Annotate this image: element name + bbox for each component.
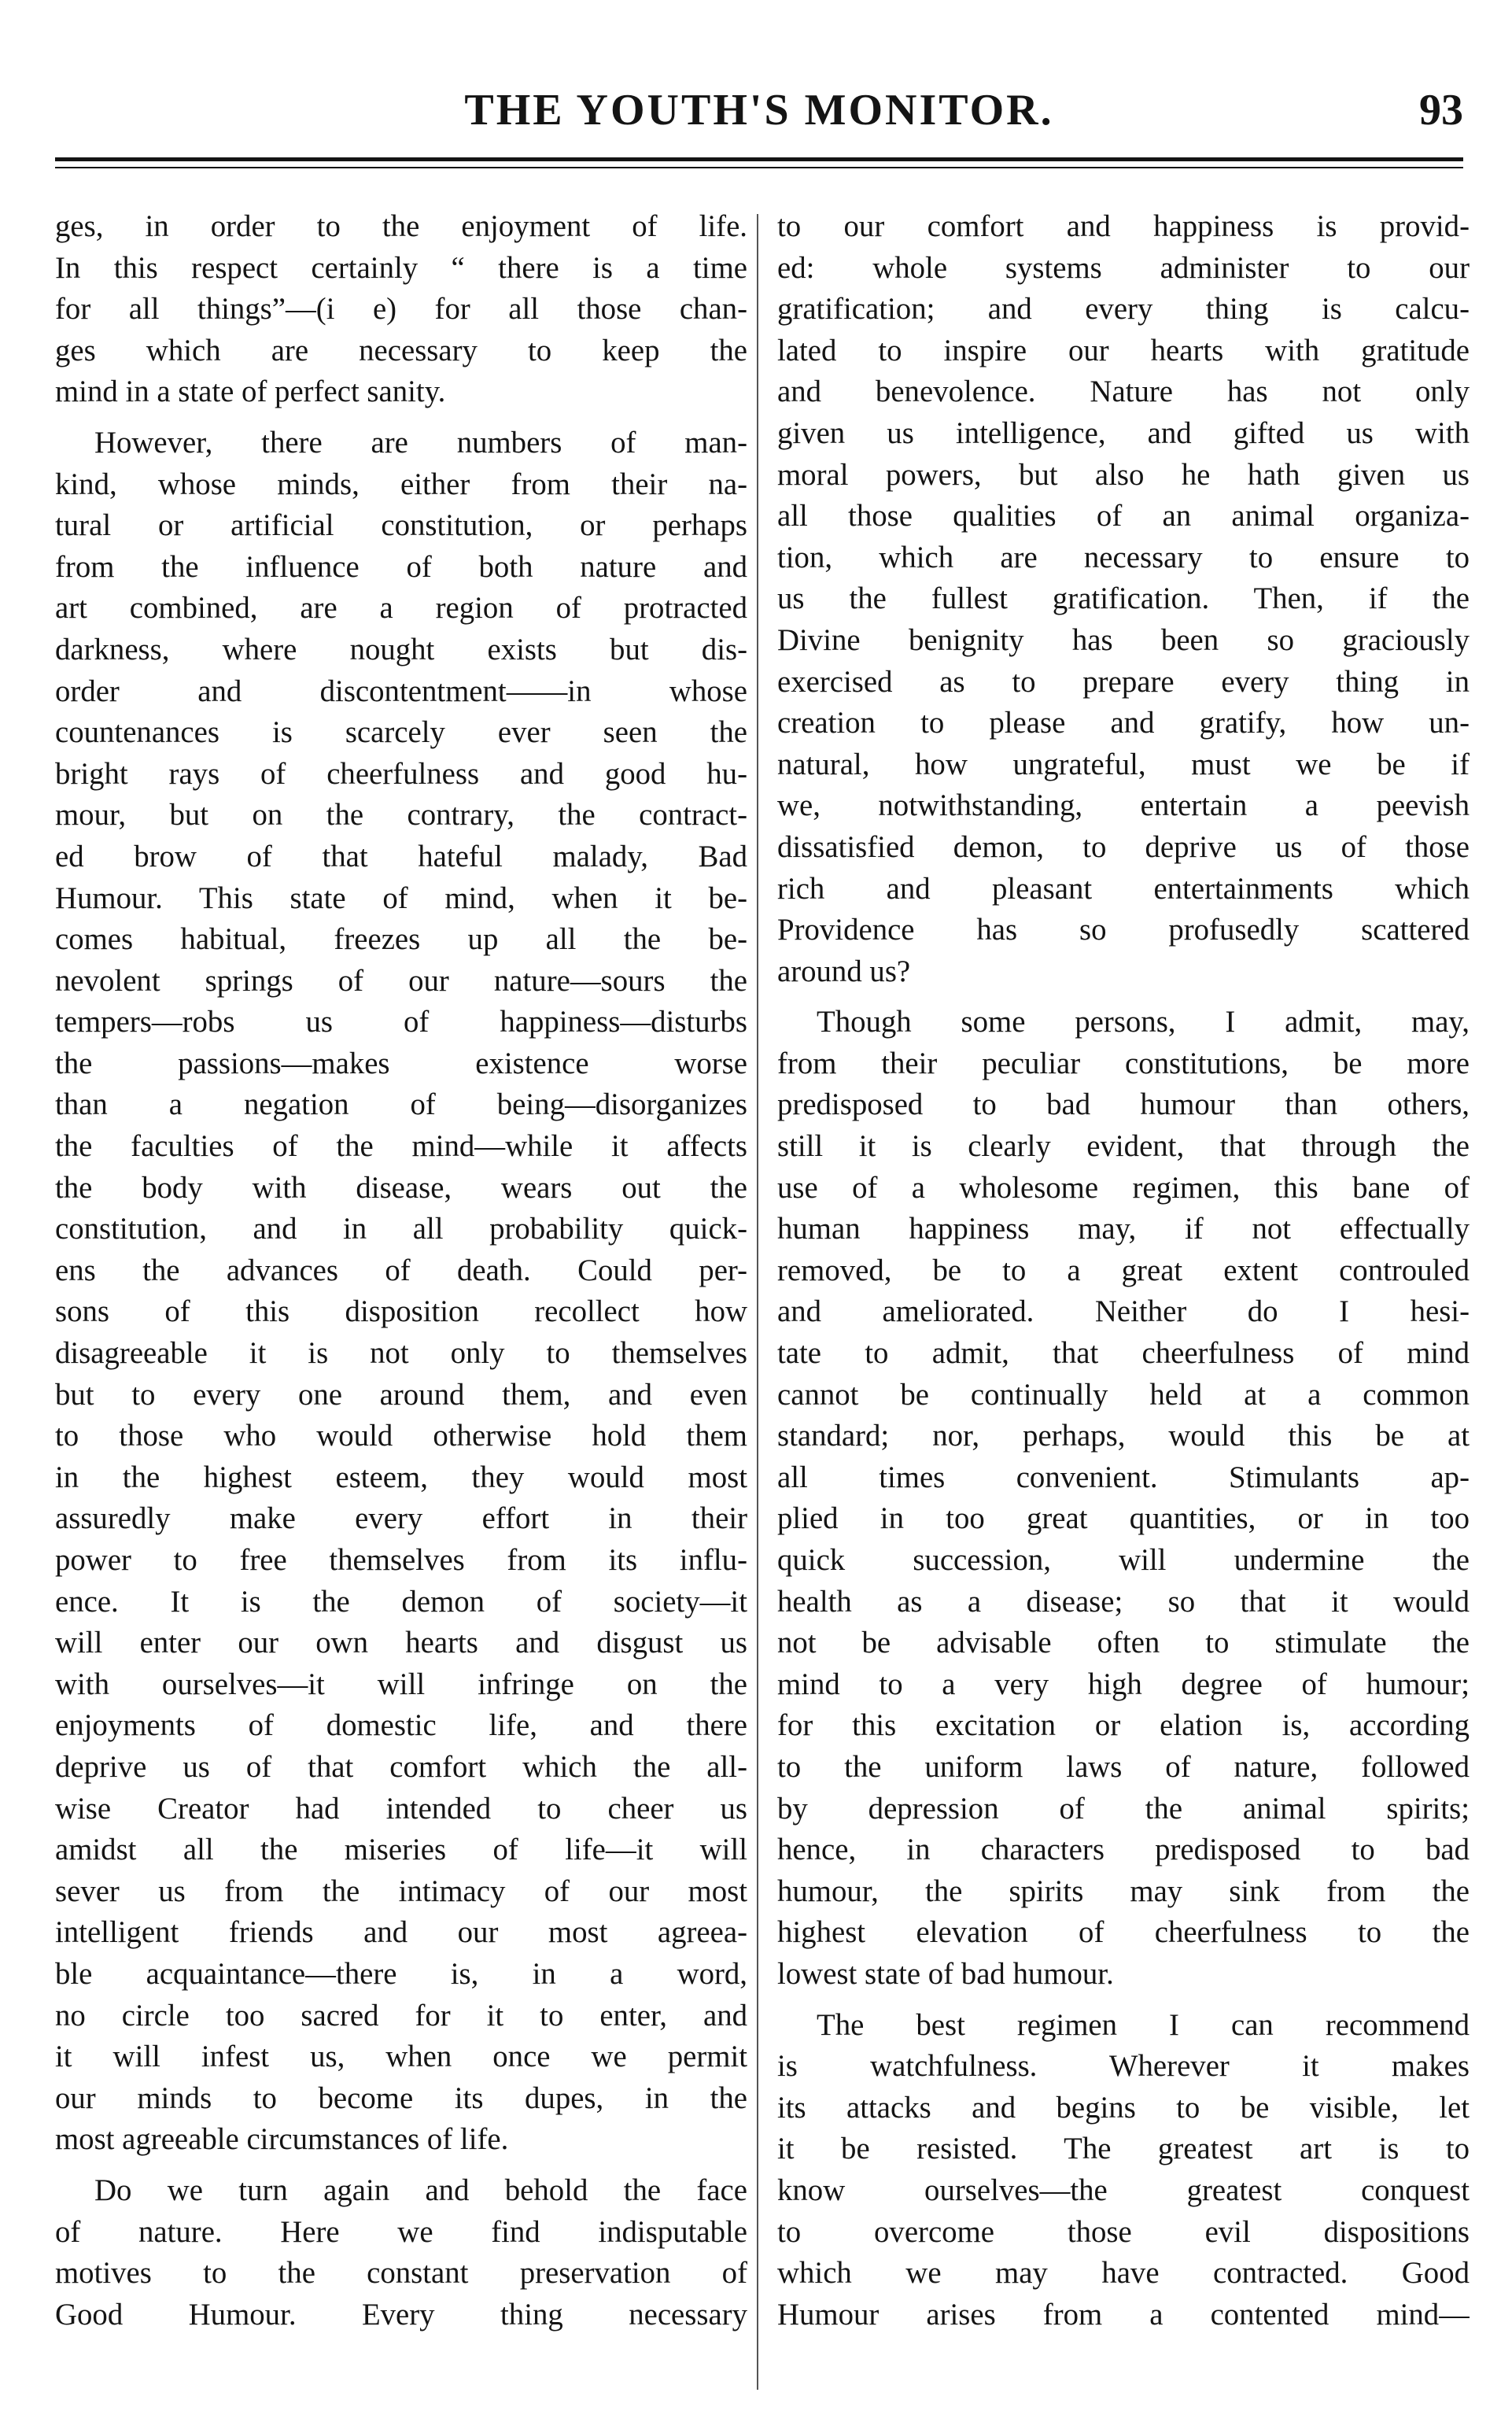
text-line: human happiness may, if not effectually <box>777 1212 1470 1246</box>
text-line: with ourselves—it will infringe on the <box>55 1667 747 1701</box>
running-header <box>55 79 1463 142</box>
text-line: but to every one around them, and even <box>55 1377 747 1412</box>
text-line: we, notwithstanding, entertain a peevish <box>777 788 1470 823</box>
text-line: sever us from the intimacy of our most <box>55 1874 747 1908</box>
text-line: gratification; and every thing is calcu- <box>777 292 1470 327</box>
text-line: assuredly make every effort in their <box>55 1501 747 1536</box>
text-line: Providence has so profusedly scattered <box>777 913 1470 947</box>
text-line: moral powers, but also he hath given us <box>777 457 1470 492</box>
text-line: from the influence of both nature and <box>55 549 747 584</box>
text-line: still it is clearly evident, that through the <box>777 1129 1470 1164</box>
text-line: is watchfulness. Wherever it makes <box>777 2049 1470 2084</box>
text-line: not be advisable often to stimulate the <box>777 1626 1470 1660</box>
text-line: rich and pleasant entertainments which <box>777 871 1470 906</box>
text-line: to our comfort and happiness is provid- <box>777 209 1470 243</box>
right-column <box>777 206 1470 2335</box>
text-line: ens the advances of death. Could per- <box>55 1253 747 1287</box>
text-line: the passions—makes existence worse <box>55 1046 747 1080</box>
text-line: to overcome those evil dispositions <box>777 2214 1470 2249</box>
text-line: comes habitual, freezes up all the be- <box>55 922 747 957</box>
text-line: motives to the constant preservation of <box>55 2256 747 2291</box>
text-line: and benevolence. Nature has not only <box>777 375 1470 409</box>
text-line: highest elevation of cheerfulness to the <box>777 1915 1470 1950</box>
text-line: the body with disease, wears out the <box>55 1170 747 1205</box>
text-line: ble acquaintance—there is, in a word, <box>55 1956 747 1991</box>
text-line: kind, whose minds, either from their na- <box>55 467 747 501</box>
text-line: cannot be continually held at a common <box>777 1377 1470 1412</box>
text-line: creation to please and gratify, how un- <box>777 706 1470 740</box>
text-line: our minds to become its dupes, in the <box>55 2080 747 2115</box>
text-line: bright rays of cheerfulness and good hu- <box>55 756 747 791</box>
text-line: Humour. This state of mind, when it be- <box>55 881 747 915</box>
text-line: exercised as to prepare every thing in <box>777 664 1470 699</box>
text-line: constitution, and in all probability quick- <box>55 1212 747 1246</box>
text-line: dissatisfied demon, to deprive us of those <box>777 829 1470 864</box>
text-line: Do we turn again and behold the face <box>94 2173 747 2207</box>
text-line: humour, the spirits may sink from the <box>777 1874 1470 1908</box>
text-line: ed brow of that hateful malady, Bad <box>55 839 747 873</box>
text-line: countenances is scarcely ever seen the <box>55 715 747 750</box>
paragraph-gap <box>55 2161 747 2170</box>
text-line: Divine benignity has been so graciously <box>777 622 1470 657</box>
text-line: by depression of the animal spirits; <box>777 1791 1470 1826</box>
text-line: Humour arises from a contented mind— <box>777 2297 1470 2332</box>
text-line: for this excitation or elation is, according <box>777 1708 1470 1743</box>
text-line: tion, which are necessary to ensure to <box>777 540 1470 574</box>
text-line: will enter our own hearts and disgust us <box>55 1626 747 1660</box>
text-line: standard; nor, perhaps, would this be at <box>777 1419 1470 1453</box>
page-number: 93 <box>1419 86 1463 135</box>
text-line: hence, in characters predisposed to bad <box>777 1833 1470 1867</box>
text-line: health as a disease; so that it would <box>777 1584 1470 1619</box>
text-line: know ourselves—the greatest conquest <box>777 2173 1470 2207</box>
text-line: which we may have contracted. Good <box>777 2256 1470 2291</box>
text-line: use of a wholesome regimen, this bane of <box>777 1170 1470 1205</box>
text-line: given us intelligence, and gifted us with <box>777 415 1470 450</box>
text-line: darkness, where nought exists but dis- <box>55 632 747 666</box>
text-line: The best regimen I can recommend <box>817 2007 1470 2042</box>
text-line: sons of this disposition recollect how <box>55 1294 747 1329</box>
text-line: to the uniform laws of nature, followed <box>777 1749 1470 1784</box>
column-divider <box>757 214 758 2390</box>
text-line: mour, but on the contrary, the contract- <box>55 798 747 833</box>
text-line: all times convenient. Stimulants ap- <box>777 1460 1470 1494</box>
text-line: from their peculiar constitutions, be more <box>777 1046 1470 1080</box>
text-line: the faculties of the mind—while it affects <box>55 1129 747 1164</box>
text-line: order and discontentment——in whose <box>55 674 747 708</box>
text-line: natural, how ungrateful, must we be if <box>777 747 1470 781</box>
text-line: of nature. Here we find indisputable <box>55 2214 747 2249</box>
text-line: tural or artificial constitution, or perhaps <box>55 508 747 543</box>
text-line: power to free themselves from its influ- <box>55 1543 747 1577</box>
text-line: its attacks and begins to be visible, let <box>777 2090 1470 2125</box>
text-line: Though some persons, I admit, may, <box>817 1005 1470 1039</box>
paragraph-gap <box>777 992 1470 1002</box>
text-line: tempers—robs us of happiness—disturbs <box>55 1005 747 1039</box>
text-line: us the fullest gratification. Then, if the <box>777 582 1470 616</box>
text-line: ges, in order to the enjoyment of life. <box>55 209 747 243</box>
text-line: ed: whole systems administer to our <box>777 250 1470 285</box>
text-line: lowest state of bad humour. <box>777 1956 1114 1991</box>
left-column <box>55 206 747 2335</box>
text-line: it will infest us, when once we permit <box>55 2040 747 2074</box>
text-line: intelligent friends and our most agreea- <box>55 1915 747 1950</box>
text-line: removed, be to a great extent controuled <box>777 1253 1470 1287</box>
text-line: in the highest esteem, they would most <box>55 1460 747 1494</box>
text-line: around us? <box>777 954 911 988</box>
header-rule-thick <box>55 157 1463 161</box>
text-line: mind in a state of perfect sanity. <box>55 375 446 409</box>
text-line: However, there are numbers of man- <box>94 425 747 460</box>
text-line: deprive us of that comfort which the all- <box>55 1749 747 1784</box>
text-line: nevolent springs of our nature—sours the <box>55 963 747 998</box>
text-line: plied in too great quantities, or in too <box>777 1501 1470 1536</box>
text-line: predisposed to bad humour than others, <box>777 1087 1470 1122</box>
text-line: to those who would otherwise hold them <box>55 1419 747 1453</box>
text-line: tate to admit, that cheerfulness of mind <box>777 1336 1470 1371</box>
text-line: than a negation of being—disorganizes <box>55 1087 747 1122</box>
text-line: lated to inspire our hearts with gratitude <box>777 333 1470 367</box>
text-line: enjoyments of domestic life, and there <box>55 1708 747 1743</box>
text-line: most agreeable circumstances of life. <box>55 2122 509 2157</box>
text-line: it be resisted. The greatest art is to <box>777 2132 1470 2166</box>
text-line: mind to a very high degree of humour; <box>777 1667 1470 1701</box>
text-line: all those qualities of an animal organiza- <box>777 499 1470 534</box>
paragraph-gap <box>777 1996 1470 2005</box>
text-line: Good Humour. Every thing necessary <box>55 2297 747 2332</box>
text-line: ence. It is the demon of society—it <box>55 1584 747 1619</box>
running-title: THE YOUTH'S MONITOR. <box>464 86 1054 135</box>
text-line: no circle too sacred for it to enter, and <box>55 1998 747 2032</box>
text-line: for all things”—(i e) for all those chan- <box>55 292 747 327</box>
text-line: quick succession, will undermine the <box>777 1543 1470 1577</box>
header-rule-thin <box>55 167 1463 168</box>
text-line: In this respect certainly “ there is a time <box>55 250 747 285</box>
text-line: and ameliorated. Neither do I hesi- <box>777 1294 1470 1329</box>
text-line: amidst all the miseries of life—it will <box>55 1833 747 1867</box>
text-line: wise Creator had intended to cheer us <box>55 1791 747 1826</box>
text-line: disagreeable it is not only to themselves <box>55 1336 747 1371</box>
text-line: art combined, are a region of protracted <box>55 591 747 626</box>
text-line: ges which are necessary to keep the <box>55 333 747 367</box>
paragraph-gap <box>55 413 747 423</box>
